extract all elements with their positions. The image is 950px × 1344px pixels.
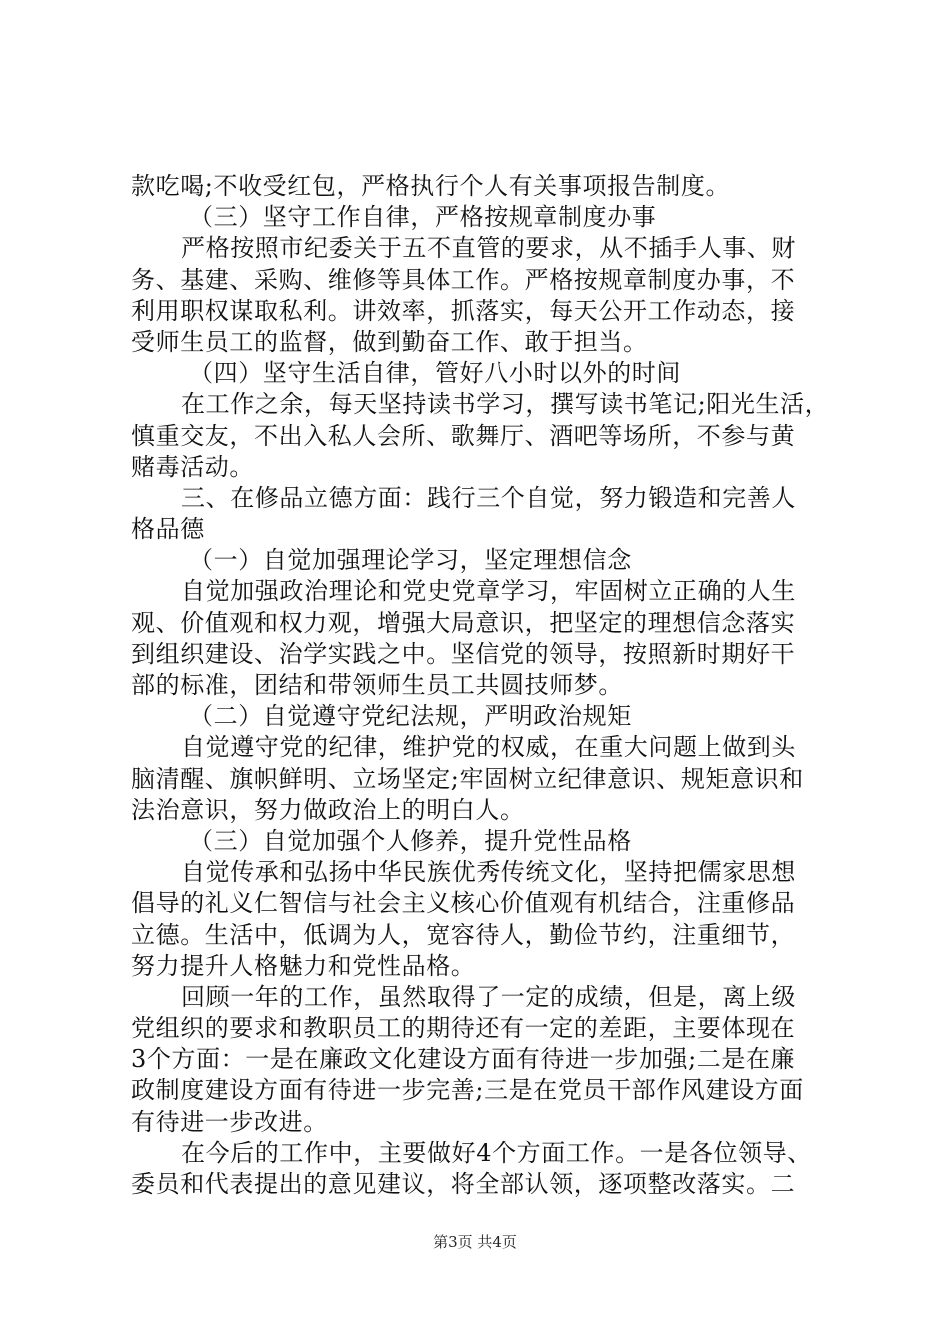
paragraph-line: 格品德 — [131, 515, 205, 544]
paragraph-line: 务、基建、采购、维修等具体工作。严格按规章制度办事，不 — [131, 265, 796, 294]
paragraph-line: 观、价值观和权力观，增强大局意识，把坚定的理想信念落实 — [131, 608, 796, 637]
page-footer: 第3页 共4页 — [433, 1233, 517, 1251]
paragraph-line: 赌毒活动。 — [131, 452, 254, 481]
paragraph-line: 回顾一年的工作，虽然取得了一定的成绩，但是，离上级 — [181, 982, 796, 1011]
paragraph-line: 党组织的要求和教职员工的期待还有一定的差距，主要体现在 — [131, 1014, 796, 1043]
paragraph-line: 有待进一步改进。 — [131, 1107, 328, 1136]
paragraph-line: 法治意识，努力做政治上的明白人。 — [131, 795, 525, 824]
paragraph-line: 到组织建设、治学实践之中。坚信党的领导，按照新时期好干 — [131, 639, 796, 668]
section-heading: （三）自觉加强个人修养，提升党性品格 — [189, 826, 632, 855]
paragraph-line: 政制度建设方面有待进一步完善;三是在党员干部作风建设方面 — [131, 1076, 804, 1105]
paragraph-line: 在工作之余，每天坚持读书学习，撰写读书笔记;阳光生活， — [181, 390, 830, 419]
paragraph-line: 立德。生活中，低调为人，宽容待人，勤俭节约，注重细节， — [131, 920, 796, 949]
paragraph-line: 自觉传承和弘扬中华民族优秀传统文化，坚持把儒家思想 — [181, 858, 796, 887]
paragraph-line: 慎重交友，不出入私人会所、歌舞厅、酒吧等场所，不参与黄 — [131, 421, 796, 450]
paragraph-line: 严格按照市纪委关于五不直管的要求，从不插手人事、财 — [181, 234, 796, 263]
paragraph-line: 款吃喝;不收受红包，严格执行个人有关事项报告制度。 — [131, 172, 731, 200]
section-heading: （二）自觉遵守党纪法规，严明政治规矩 — [189, 702, 632, 731]
paragraph-line: 部的标准，团结和带领师生员工共圆技师梦。 — [131, 671, 623, 699]
paragraph-line: 三、在修品立德方面：践行三个自觉，努力锻造和完善人 — [181, 483, 796, 512]
paragraph-line: 倡导的礼义仁智信与社会主义核心价值观有机结合，注重修品 — [131, 889, 796, 918]
paragraph-line: 努力提升人格魅力和党性品格。 — [131, 951, 476, 980]
paragraph-line: 自觉加强政治理论和党史党章学习，牢固树立正确的人生 — [181, 577, 796, 606]
section-heading: （一）自觉加强理论学习，坚定理想信念 — [189, 546, 632, 575]
paragraph-line: 利用职权谋取私利。讲效率，抓落实，每天公开工作动态，接 — [131, 296, 796, 325]
document-body — [131, 171, 831, 1200]
paragraph-line: 脑清醒、旗帜鲜明、立场坚定;牢固树立纪律意识、规矩意识和 — [131, 764, 804, 793]
paragraph-line: 在今后的工作中，主要做好4个方面工作。一是各位领导、 — [181, 1138, 812, 1167]
paragraph-line: 3个方面：一是在廉政文化建设方面有待进一步加强;二是在廉 — [131, 1045, 796, 1074]
paragraph-line: 委员和代表提出的意见建议，将全部认领，逐项整改落实。二 — [131, 1170, 796, 1198]
section-heading: （四）坚守生活自律，管好八小时以外的时间 — [189, 359, 681, 388]
paragraph-line: 自觉遵守党的纪律，维护党的权威，在重大问题上做到头 — [181, 733, 796, 762]
paragraph-line: 受师生员工的监督，做到勤奋工作、敢于担当。 — [131, 327, 648, 356]
section-heading: （三）坚守工作自律，严格按规章制度办事 — [189, 203, 657, 232]
